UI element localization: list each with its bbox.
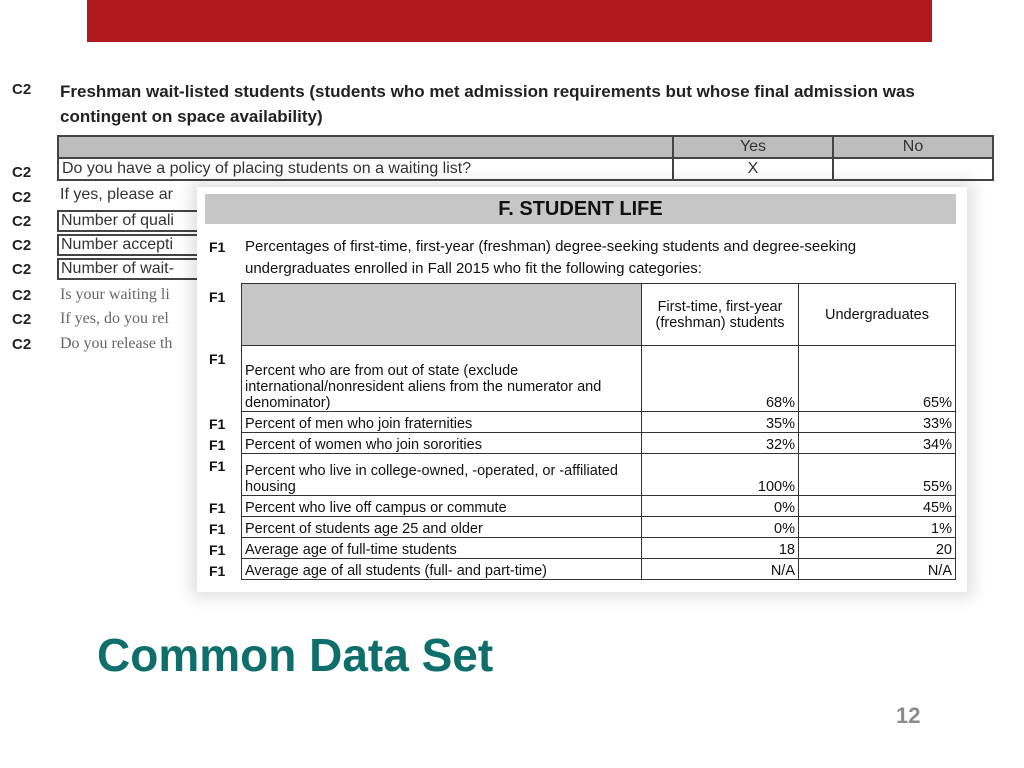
undergrad-value: N/A [799,559,956,580]
c2-line: Number accepti [57,234,245,256]
c2-col-yes: Yes [673,136,833,158]
f1-code: F1 [209,437,226,453]
table-row [242,454,956,496]
c2-code: C2 [12,189,32,206]
table-row [242,496,956,517]
freshman-value: 35% [642,412,799,433]
undergrad-value: 33% [799,412,956,433]
table-row [242,433,956,454]
f1-code: F1 [209,239,226,255]
undergrad-value: 1% [799,517,956,538]
row-label: Percent of men who join fraternities [242,412,642,433]
student-life-intro: Percentages of first-time, first-year (freshman) degree-seeking students and degree-seeking undergraduates enrolled in Fall 2015 who fit the following categories: [245,238,857,277]
freshman-value: 0% [642,517,799,538]
f1-code: F1 [209,521,226,537]
undergrad-value: 45% [799,496,956,517]
f1-code: F1 [209,500,226,516]
table-row [242,346,956,412]
c2-line: Number of quali [57,210,245,232]
row-label: Percent who live in college-owned, -operated, or -affiliated housing [242,454,642,496]
freshman-value: 0% [642,496,799,517]
f1-code: F1 [209,542,226,558]
c2-code: C2 [12,81,32,98]
c2-line: Is your waiting li [60,286,170,303]
slide-title: Common Data Set [97,629,494,681]
undergrad-value: 55% [799,454,956,496]
c2-code: C2 [12,237,32,254]
f1-code: F1 [209,416,226,432]
row-label: Percent of women who join sororities [242,433,642,454]
c2-code: C2 [12,164,32,181]
c2-table-blank-header [58,136,673,158]
row-label: Percent who live off campus or commute [242,496,642,517]
row-label: Average age of all students (full- and part-time) [242,559,642,580]
f1-code: F1 [209,458,226,474]
row-label: Average age of full-time students [242,538,642,559]
page-number: 12 [896,703,921,728]
student-life-panel [197,187,967,592]
c2-code: C2 [12,311,32,328]
freshman-value: 32% [642,433,799,454]
freshman-value: 68% [642,346,799,412]
undergrad-value: 20 [799,538,956,559]
f1-code: F1 [209,289,226,305]
col-freshman-header: First-time, first-year (freshman) students [642,284,799,346]
c2-no-value [833,158,993,180]
student-life-title: F. STUDENT LIFE [205,194,956,224]
undergrad-value: 34% [799,433,956,454]
freshman-value: N/A [642,559,799,580]
f1-code: F1 [209,351,226,367]
c2-line: Number of wait- [57,258,245,280]
c2-line: If yes, do you rel [60,310,169,327]
freshman-value: 18 [642,538,799,559]
table-row [242,517,956,538]
c2-code: C2 [12,336,32,353]
c2-line: If yes, please ar [60,186,173,203]
col-undergrad-header: Undergraduates [799,284,956,346]
table-blank-header [242,284,642,346]
c2-table [57,135,994,181]
c2-code: C2 [12,213,32,230]
c2-yes-value: X [673,158,833,180]
freshman-value: 100% [642,454,799,496]
row-label: Percent of students age 25 and older [242,517,642,538]
c2-line: Do you release th [60,335,173,352]
table-row [242,559,956,580]
c2-code: C2 [12,287,32,304]
student-life-table [241,283,956,580]
table-row [242,538,956,559]
undergrad-value: 65% [799,346,956,412]
c2-code: C2 [12,261,32,278]
c2-heading: Freshman wait-listed students (students who met admission requirements but whose final admission was contingent on space availability) [60,82,915,126]
c2-question: Do you have a policy of placing students on a waiting list? [58,158,673,180]
row-label: Percent who are from out of state (exclude international/nonresident aliens from the numerator and denominator) [242,346,642,412]
f1-code: F1 [209,563,226,579]
c2-col-no: No [833,136,993,158]
table-row [242,412,956,433]
